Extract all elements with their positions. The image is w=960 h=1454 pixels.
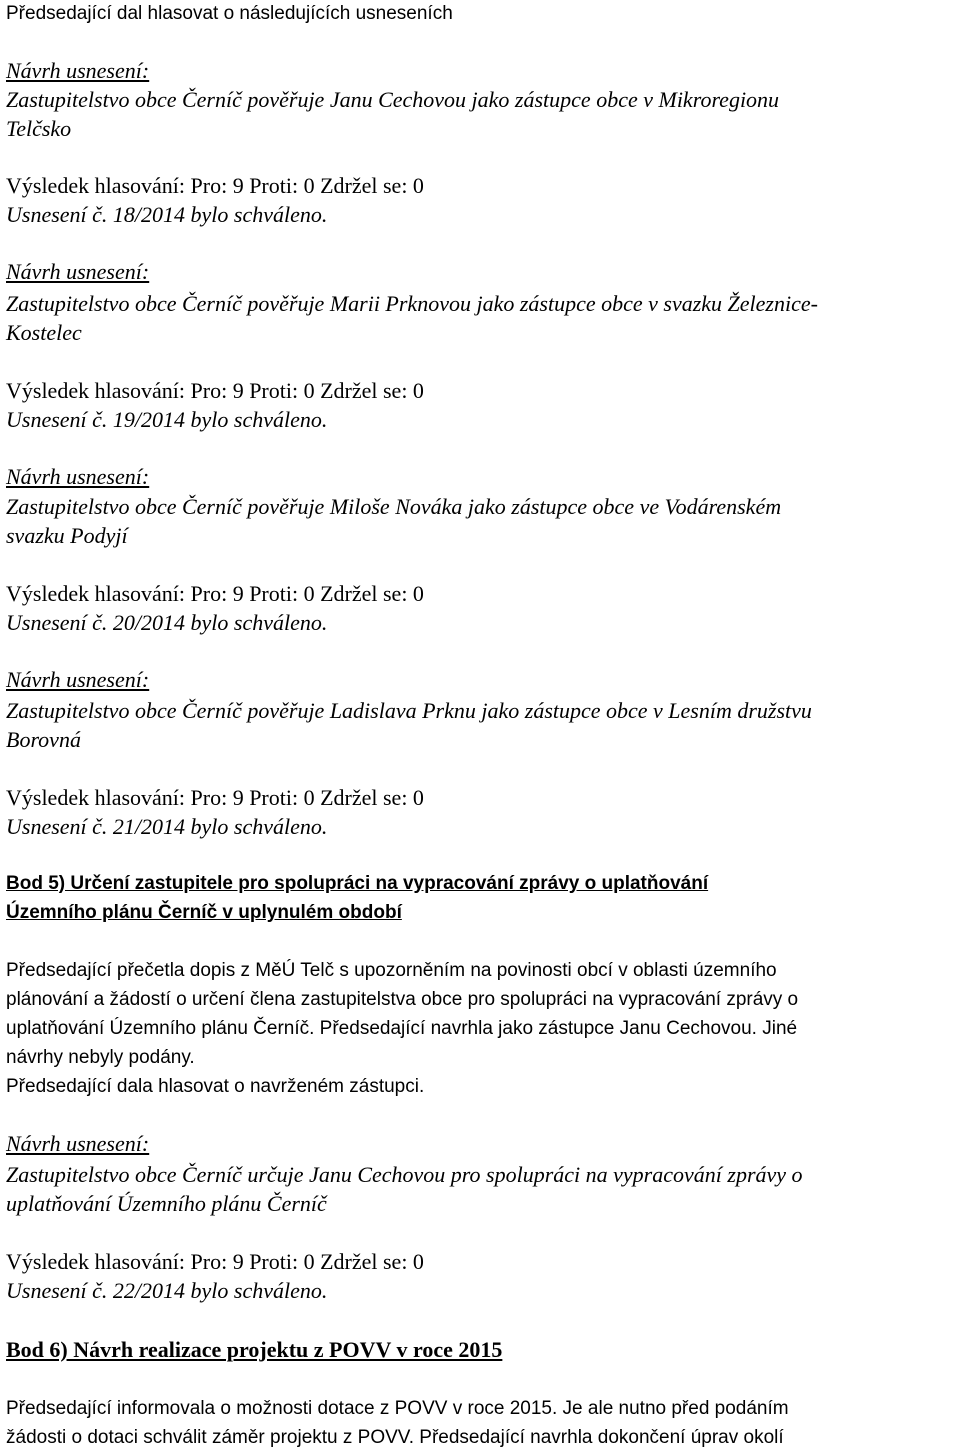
motion-text-line: uplatňování Územního plánu Černíč (6, 1191, 327, 1216)
resolution-result-line: Usnesení č. 19/2014 bylo schváleno. (6, 407, 328, 432)
motion-label: Návrh usnesení: (6, 464, 150, 489)
motion-text-line: Borovná (6, 727, 81, 752)
section-body-line: návrhy nebyly podány. (6, 1047, 195, 1068)
vote-result-line: Výsledek hlasování: Pro: 9 Proti: 0 Zdržel se: 0 (6, 378, 424, 403)
resolution-result-line: Usnesení č. 22/2014 bylo schváleno. (6, 1278, 328, 1303)
vote-call-line: Předsedající dala hlasovat o navrženém zástupci. (6, 1076, 425, 1097)
section-heading: Územního plánu Černíč v uplynulém období (6, 902, 402, 923)
motion-label: Návrh usnesení: (6, 667, 150, 692)
motion-label: Návrh usnesení: (6, 58, 150, 83)
motion-label: Návrh usnesení: (6, 259, 150, 284)
vote-result-line: Výsledek hlasování: Pro: 9 Proti: 0 Zdržel se: 0 (6, 173, 424, 198)
motion-text-line: Kostelec (6, 320, 82, 345)
section-body-line: Předsedající informovala o možnosti dotace z POVV v roce 2015. Je ale nutno před podáním (6, 1398, 789, 1419)
motion-label: Návrh usnesení: (6, 1131, 150, 1156)
motion-text-line: Telčsko (6, 116, 72, 141)
section-heading: Bod 5) Určení zastupitele pro spolupráci na vypracování zprávy o uplatňování (6, 873, 709, 894)
intro-line: Předsedající dal hlasovat o následujících usneseních (6, 3, 453, 24)
motion-text-line: Zastupitelstvo obce Černíč pověřuje Janu Cechovou jako zástupce obce v Mikroregionu (6, 87, 780, 112)
motion-text-line: Zastupitelstvo obce Černíč určuje Janu Cechovou pro spolupráci na vypracování zprávy o (6, 1162, 803, 1187)
section-body-line: uplatňování Územního plánu Černíč. Předsedající navrhla jako zástupce Janu Cechovou. Jiné (6, 1018, 798, 1039)
vote-result-line: Výsledek hlasování: Pro: 9 Proti: 0 Zdržel se: 0 (6, 785, 424, 810)
section-heading: Bod 6) Návrh realizace projektu z POVV v roce 2015 (6, 1337, 503, 1362)
resolution-result-line: Usnesení č. 18/2014 bylo schváleno. (6, 202, 328, 227)
motion-text-line: Zastupitelstvo obce Černíč pověřuje Miloše Nováka jako zástupce obce ve Vodárenském (6, 494, 782, 519)
section-body-line: Předsedající přečetla dopis z MěÚ Telč s upozorněním na povinosti obcí v oblasti územního (6, 960, 777, 981)
motion-text-line: Zastupitelstvo obce Černíč pověřuje Ladislava Prknu jako zástupce obce v Lesním družstvu (6, 698, 812, 723)
motion-text-line: Zastupitelstvo obce Černíč pověřuje Marii Prknovou jako zástupce obce v svazku Železnice- (6, 291, 818, 316)
vote-result-line: Výsledek hlasování: Pro: 9 Proti: 0 Zdržel se: 0 (6, 1249, 424, 1274)
resolution-result-line: Usnesení č. 21/2014 bylo schváleno. (6, 814, 328, 839)
vote-result-line: Výsledek hlasování: Pro: 9 Proti: 0 Zdržel se: 0 (6, 581, 424, 606)
motion-text-line: svazku Podyjí (6, 523, 128, 548)
resolution-result-line: Usnesení č. 20/2014 bylo schváleno. (6, 610, 328, 635)
section-body-line: žádosti o dotaci schválit záměr projektu z POVV. Předsedající navrhla dokončení úprav okolí (6, 1427, 784, 1448)
section-body-line: plánování a žádostí o určení člena zastupitelstva obce pro spolupráci na vypracování zprávy o (6, 989, 799, 1010)
